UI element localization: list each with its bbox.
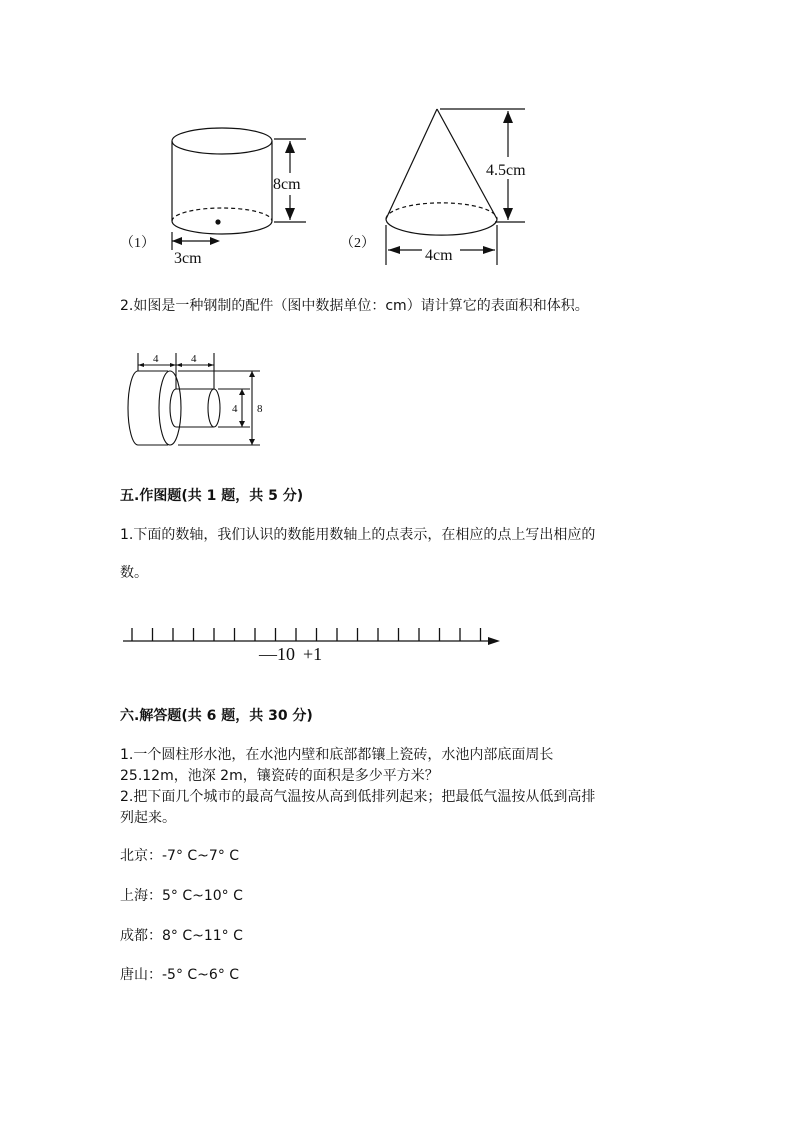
right-width-label: 4 <box>191 353 197 365</box>
axis-label-zero: 0 <box>286 644 295 664</box>
cylinder-height-label: 8cm <box>273 176 301 193</box>
city-temp-line: 上海：5° C~10° C <box>120 888 243 904</box>
cylinder-radius-label: 3cm <box>174 250 202 267</box>
number-line <box>118 620 508 670</box>
steel-part-figure <box>118 345 278 450</box>
section-6-heading: 六.解答题(共 6 题，共 30 分) <box>120 708 313 724</box>
left-width-label: 4 <box>153 353 159 365</box>
section-6-q2-line2: 列起来。 <box>120 810 176 826</box>
section-5-q1-line2: 数。 <box>120 565 148 581</box>
outer-height-label: 8 <box>257 403 263 415</box>
section-5-heading: 五.作图题(共 1 题，共 5 分) <box>120 488 304 504</box>
city-temp-line: 北京：-7° C~7° C <box>120 848 240 864</box>
cone-figure <box>386 109 525 265</box>
cone-number-label: （2） <box>340 236 375 251</box>
solid-figures <box>110 95 550 275</box>
section-6-q2-line1: 2.把下面几个城市的最高气温按从高到低排列起来；把最低气温按从低到高排 <box>120 789 596 805</box>
question-2-text: 2.如图是一种钢制的配件（图中数据单位：cm）请计算它的表面积和体积。 <box>120 298 589 314</box>
cone-height-label: 4.5cm <box>486 162 526 179</box>
inner-height-label: 4 <box>232 403 238 415</box>
cone-diameter-label: 4cm <box>425 247 453 264</box>
section-5-q1-line1: 1.下面的数轴，我们认识的数能用数轴上的点表示，在相应的点上写出相应的 <box>120 527 596 543</box>
axis-label-plus-one: +1 <box>303 644 323 664</box>
axis-label-minus-one: —1 <box>259 644 286 664</box>
cylinder-number-label: （1） <box>120 236 155 251</box>
section-6-q1-line1: 1.一个圆柱形水池，在水池内壁和底部都镶上瓷砖，水池内部底面周长 <box>120 747 554 763</box>
city-temp-line: 唐山：-5° C~6° C <box>120 967 240 983</box>
city-temp-line: 成都：8° C~11° C <box>120 928 243 944</box>
section-6-q1-line2: 25.12m，池深 2m，镶瓷砖的面积是多少平方米？ <box>120 768 439 784</box>
